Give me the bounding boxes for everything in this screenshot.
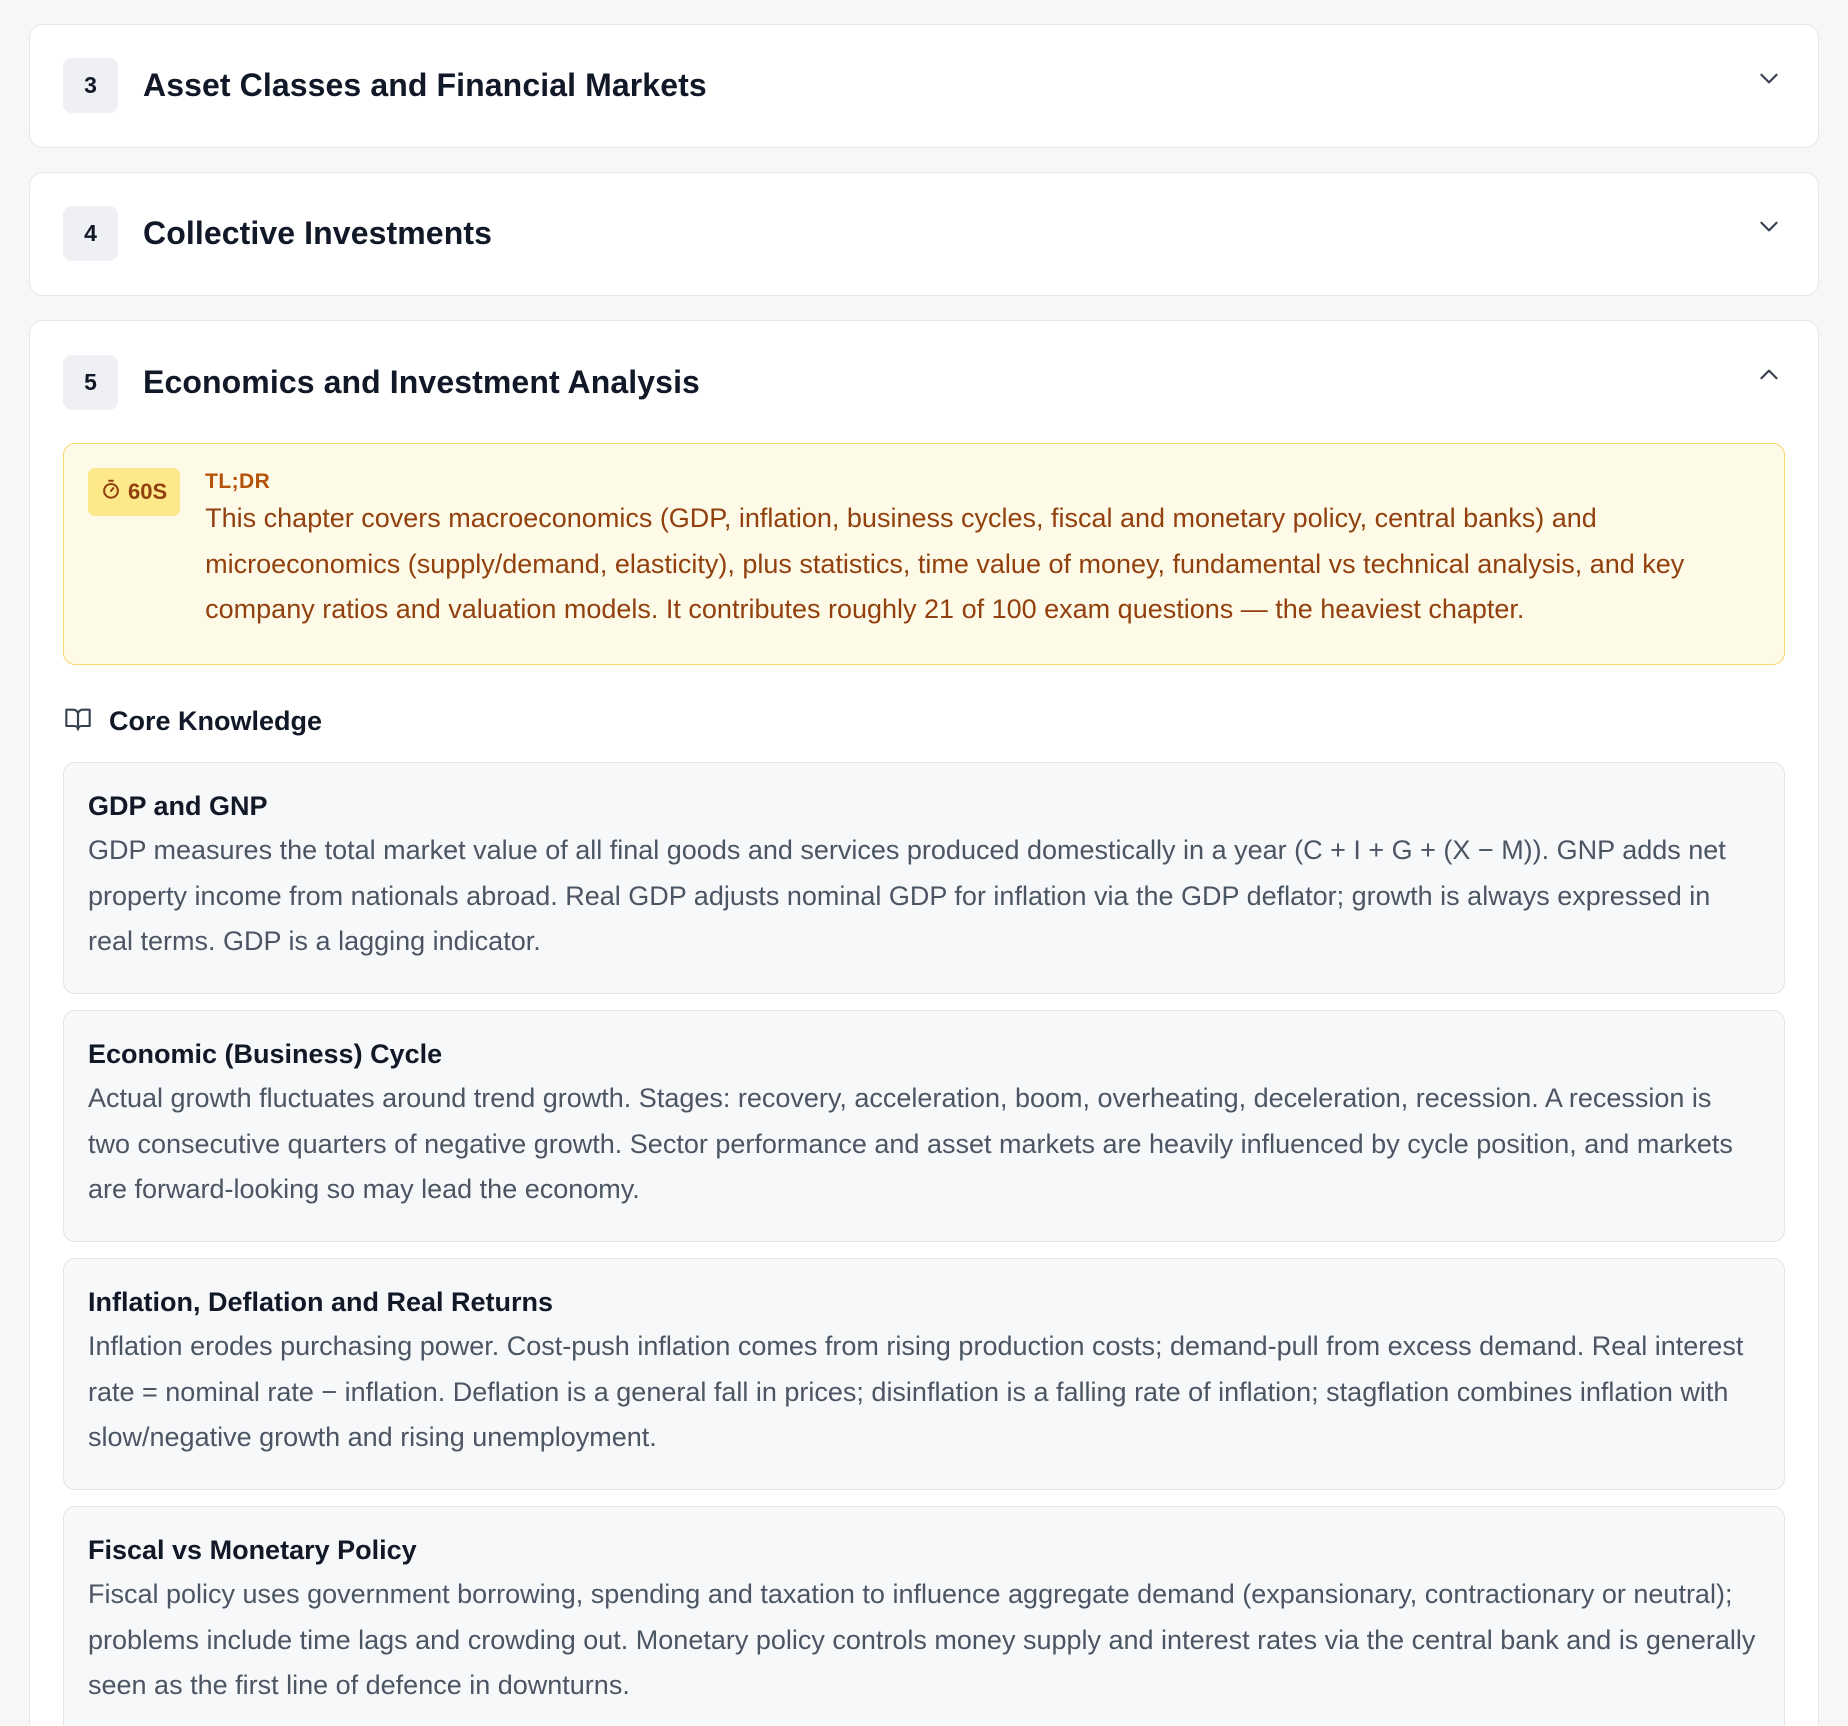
knowledge-card-title: Fiscal vs Monetary Policy [88, 1535, 417, 1565]
knowledge-card [63, 1506, 1785, 1726]
knowledge-card [63, 1010, 1785, 1242]
chevron-up-icon[interactable] [1752, 358, 1786, 392]
module-number-badge: 5 [63, 355, 118, 410]
module-number-badge: 3 [63, 58, 118, 113]
timer-icon [100, 478, 122, 506]
knowledge-card-text: Actual growth fluctuates around trend growth. Stages: recovery, acceleration, boom, overheating, deceleration, recession. A recession is two consecutive quarters of negative growth. Sector performance and asset markets are heavily influenced by cycle position, and markets are forward-looking so may lead the economy. [88, 1083, 1733, 1204]
module-card-4 [29, 172, 1819, 296]
module-header-5[interactable] [30, 321, 1818, 443]
module-number-badge: 4 [63, 206, 118, 261]
tldr-text: This chapter covers macroeconomics (GDP, inflation, business cycles, fiscal and monetary policy, central banks) and microeconomics (supply/demand, elasticity), plus statistics, time value of money, fundamental vs technical analysis, and key company ratios and valuation models. It contributes roughly 21 of 100 exam questions — the heaviest chapter. [205, 503, 1685, 624]
knowledge-list [63, 762, 1785, 1726]
module-header-4[interactable] [30, 173, 1818, 293]
reading-time-text: 60S [128, 479, 168, 504]
tldr-content [205, 468, 1760, 633]
core-knowledge-heading [63, 701, 1785, 741]
module-card-3 [29, 24, 1819, 148]
knowledge-card-title: Inflation, Deflation and Real Returns [88, 1287, 554, 1317]
knowledge-card [63, 1258, 1785, 1490]
knowledge-card [63, 762, 1785, 994]
module-title: Collective Investments [143, 214, 492, 251]
module-title: Asset Classes and Financial Markets [143, 66, 707, 103]
reading-time-badge [88, 468, 180, 516]
chevron-down-icon[interactable] [1752, 61, 1786, 95]
module-body [30, 443, 1818, 1726]
section-heading-label: Core Knowledge [109, 705, 323, 736]
book-open-icon [63, 705, 93, 738]
knowledge-card-text: Fiscal policy uses government borrowing, spending and taxation to influence aggregate demand (expansionary, contractionary or neutral); problems include time lags and crowding out. Monetary policy controls money supply and interest rates via the central bank and is generally seen as the first line of defence in downturns. [88, 1579, 1756, 1700]
knowledge-card-title: GDP and GNP [88, 791, 268, 821]
chevron-down-icon[interactable] [1752, 209, 1786, 243]
knowledge-card-text: Inflation erodes purchasing power. Cost-push inflation comes from rising production costs; demand-pull from excess demand. Real interest rate = nominal rate − inflation. Deflation is a general fall in prices; disinflation is a falling rate of inflation; stagflation combines inflation with slow/negative growth and rising unemployment. [88, 1331, 1744, 1452]
knowledge-card-title: Economic (Business) Cycle [88, 1039, 443, 1069]
tldr-box [63, 443, 1785, 665]
module-card-5 [29, 320, 1819, 1726]
module-header-3[interactable] [30, 25, 1818, 145]
knowledge-card-text: GDP measures the total market value of all final goods and services produced domestically in a year (C + I + G + (X − M)). GNP adds net property income from nationals abroad. Real GDP adjusts nominal GDP for inflation via the GDP deflator; growth is always expressed in real terms. GDP is a lagging indicator. [88, 835, 1726, 956]
tldr-label: TL;DR [205, 470, 271, 493]
module-title: Economics and Investment Analysis [143, 363, 700, 400]
